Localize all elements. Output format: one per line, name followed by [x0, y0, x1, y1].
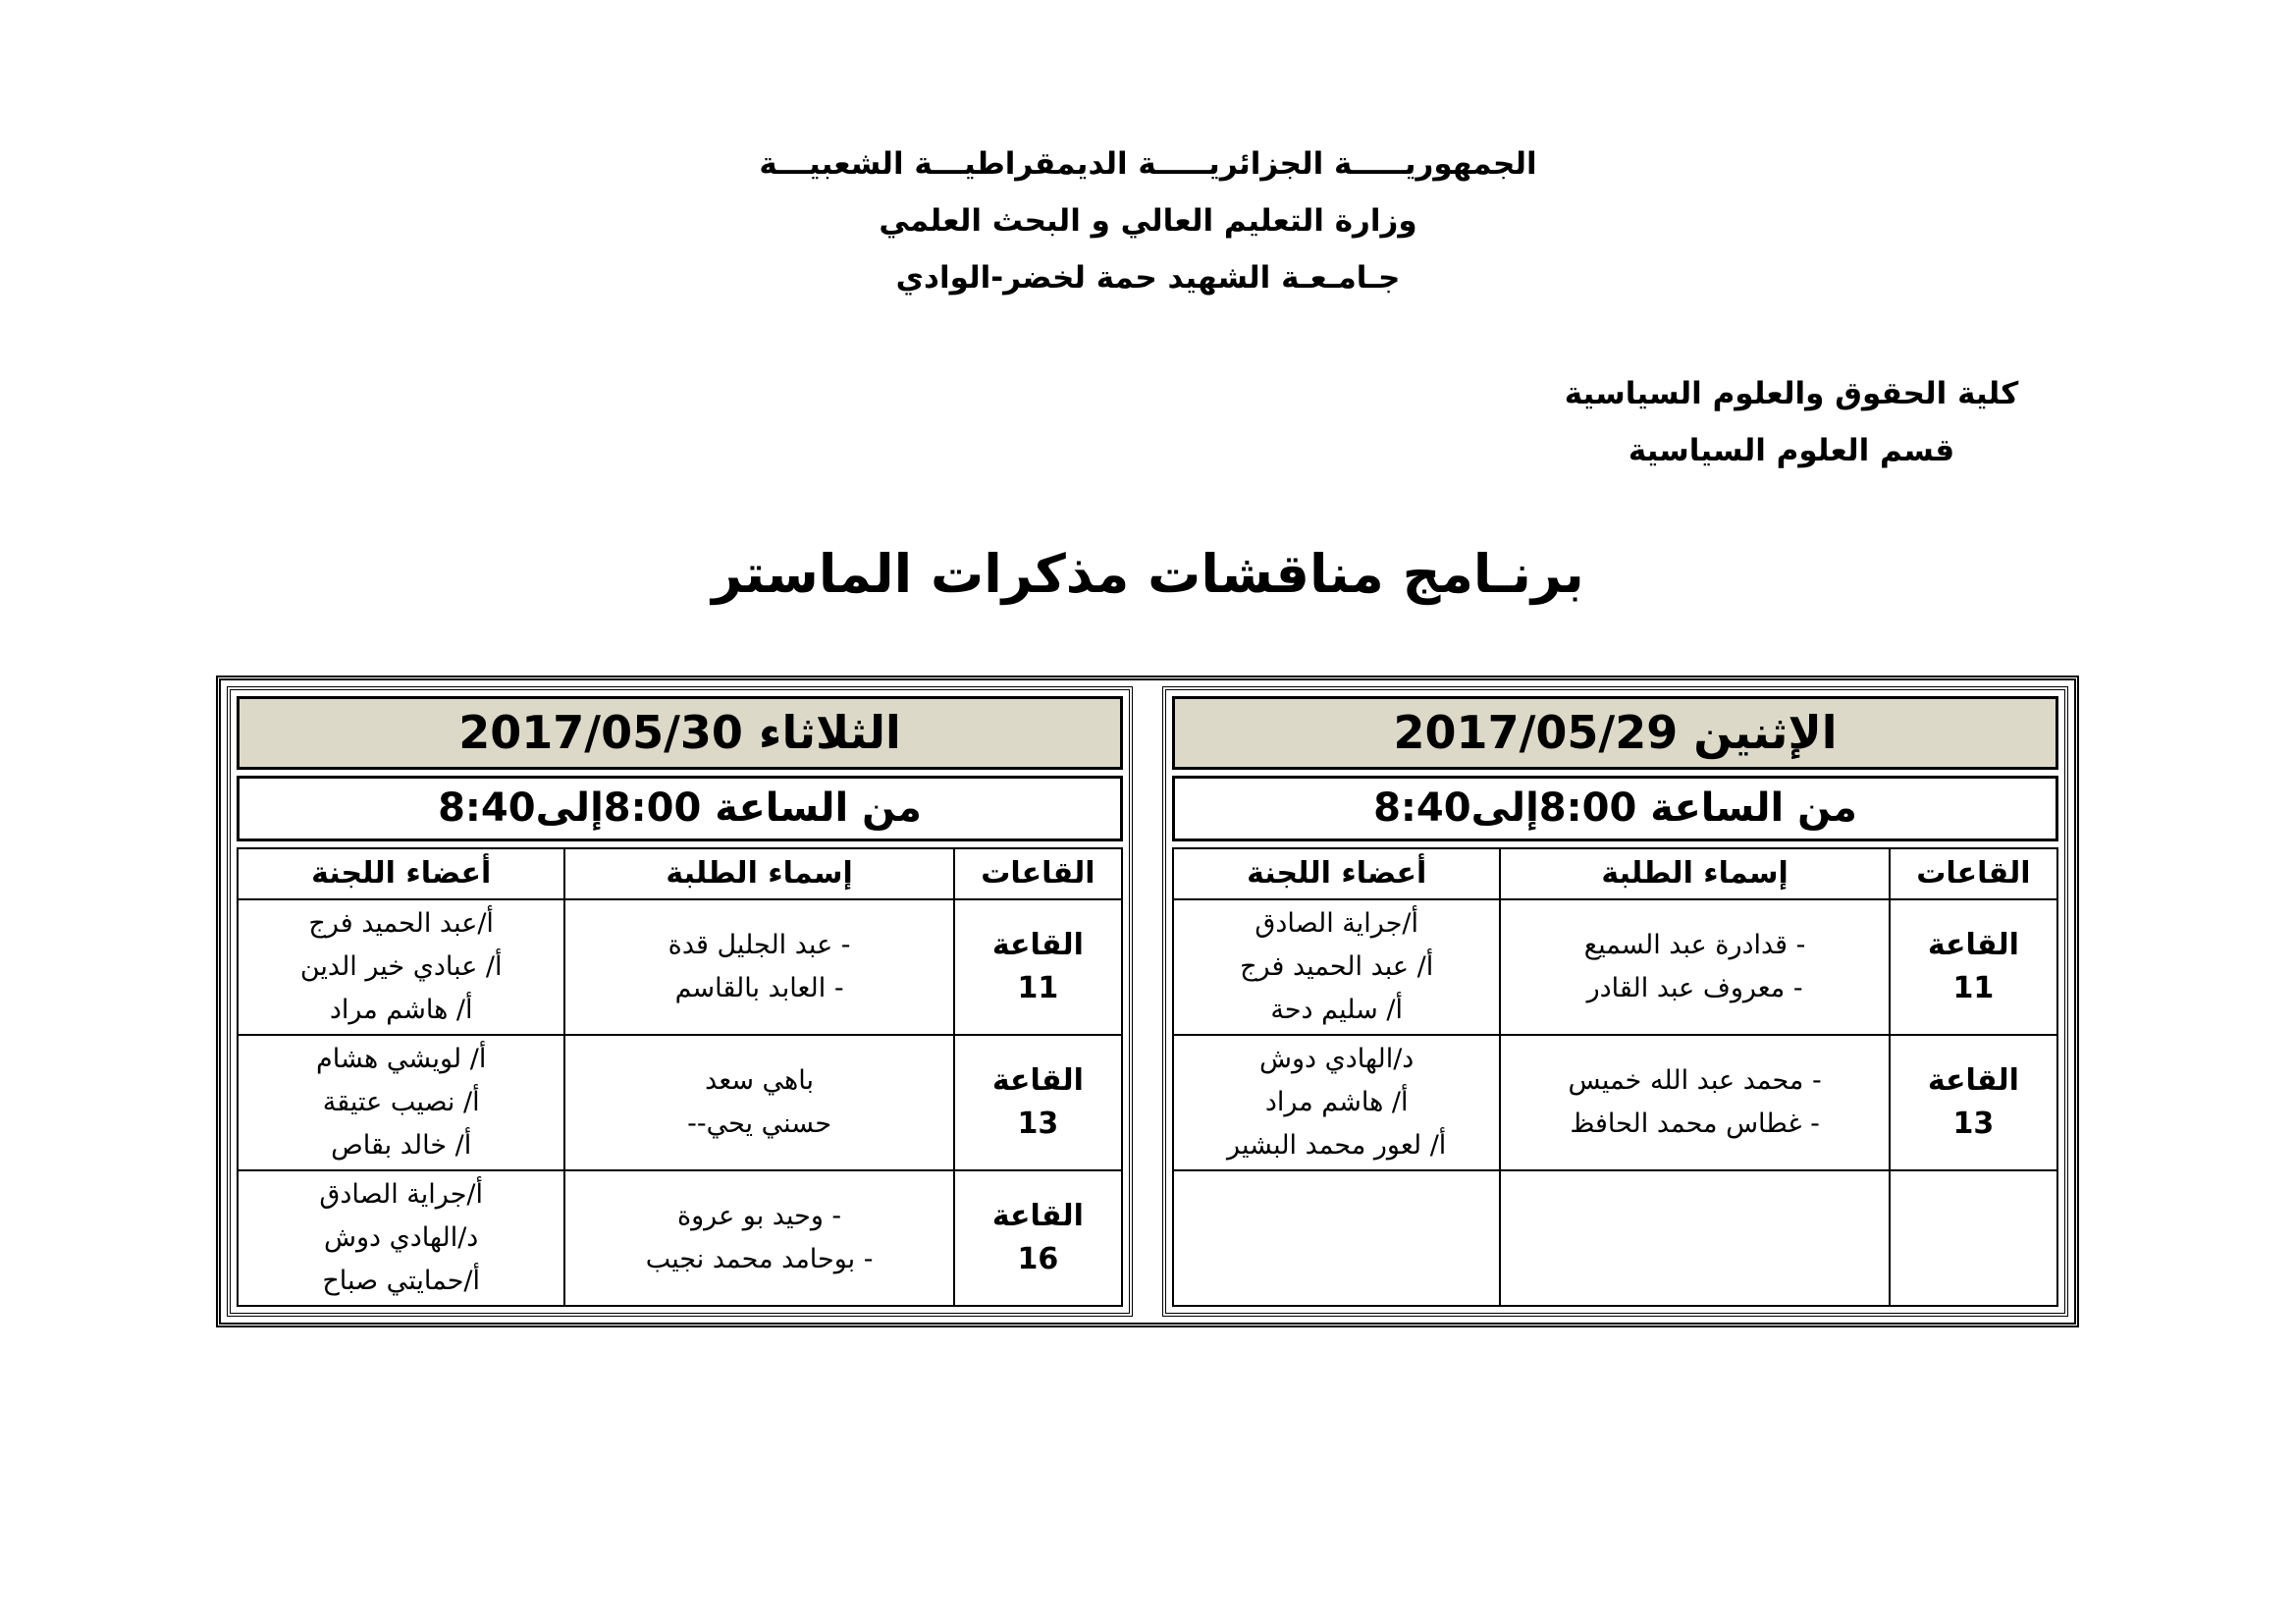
- student-name: باهي سعد: [705, 1065, 815, 1096]
- student-name: - معروف عبد القادر: [1586, 973, 1803, 1003]
- committee-cell: [1173, 1170, 1500, 1306]
- day-title: الإثنين 2017/05/29: [1172, 696, 2058, 770]
- day-time: من الساعة 8:00إلى8:40: [1172, 776, 2058, 841]
- student-name: - وحيد بو عروة: [676, 1201, 842, 1231]
- hall-number: 11: [1017, 971, 1059, 1005]
- hall-cell: [954, 1170, 1122, 1306]
- day-column-monday: [1162, 686, 2068, 1317]
- hall-cell: [1890, 1170, 2057, 1306]
- day-time: من الساعة 8:00إلى8:40: [237, 776, 1123, 841]
- hall-label: القاعة: [991, 928, 1084, 962]
- page-title: برنـامج مناقشات مذكرات الماستر: [712, 543, 1584, 605]
- day-title: الثلاثاء 2017/05/30: [237, 696, 1123, 770]
- table-row: [238, 1035, 1122, 1170]
- department-name: قسم العلوم السياسية: [1628, 433, 1955, 468]
- committee-member: أ/ عبد الحميد فرج: [1240, 951, 1434, 982]
- committee-header: أعضاء اللجنة: [238, 848, 564, 899]
- students-cell: [1500, 899, 1889, 1035]
- hall-label: القاعة: [1927, 1063, 2019, 1098]
- committee-member: د/الهادي دوش: [324, 1222, 479, 1253]
- day-table: [237, 847, 1123, 1307]
- table-row: [238, 1170, 1122, 1306]
- hall-cell: [1890, 1035, 2057, 1170]
- student-name: - قدادرة عبد السميع: [1583, 930, 1806, 960]
- hall-cell: [954, 899, 1122, 1035]
- committee-member: أ/حمايتي صباح: [322, 1266, 480, 1296]
- republic-line: الجمهوريـــــة الجزائريـــــة الديمقراطيـــة الشعبيـــة: [759, 146, 1537, 182]
- table-header-row: [238, 848, 1122, 899]
- committee-cell: [1173, 1035, 1500, 1170]
- hall-label: القاعة: [991, 1063, 1084, 1098]
- committee-member: أ/جراية الصادق: [1255, 908, 1418, 939]
- committee-header: أعضاء اللجنة: [1173, 848, 1500, 899]
- students-header: إسماء الطلبة: [564, 848, 953, 899]
- committee-cell: [238, 899, 564, 1035]
- committee-member: أ/ نصيب عتيقة: [322, 1087, 480, 1117]
- official-header: [0, 135, 2296, 306]
- student-name: حسني يحي--: [687, 1109, 832, 1139]
- committee-member: أ/ لويشي هشام: [316, 1044, 487, 1074]
- table-row: [1173, 1170, 2057, 1306]
- table-row: [1173, 1035, 2057, 1170]
- table-row: [1173, 899, 2057, 1035]
- committee-member: أ/ هاشم مراد: [1264, 1087, 1409, 1117]
- table-row: [238, 899, 1122, 1035]
- ministry-line: وزارة التعليم العالي و البحث العلمي: [879, 203, 1417, 239]
- student-name: - محمد عبد الله خميس: [1568, 1065, 1822, 1096]
- committee-cell: [238, 1170, 564, 1306]
- committee-member: أ/ سليم دحة: [1270, 995, 1403, 1025]
- student-name: - العابد بالقاسم: [674, 973, 844, 1003]
- committee-member: أ/ هاشم مراد: [329, 995, 473, 1025]
- hall-number: 13: [1017, 1107, 1059, 1141]
- committee-member: أ/ عبادي خير الدين: [299, 951, 503, 982]
- committee-member: أ/ خالد بقاص: [331, 1130, 472, 1161]
- students-cell: [1500, 1035, 1889, 1170]
- student-name: - بوحامد محمد نجيب: [645, 1244, 874, 1274]
- hall-label: القاعة: [991, 1199, 1084, 1233]
- committee-member: د/الهادي دوش: [1259, 1044, 1415, 1074]
- hall-cell: [954, 1035, 1122, 1170]
- faculty-block: [1472, 365, 2110, 479]
- hall-number: 11: [1952, 971, 1995, 1005]
- hall-label: القاعة: [1927, 928, 2019, 962]
- hall-cell: [1890, 899, 2057, 1035]
- table-header-row: [1173, 848, 2057, 899]
- students-header: إسماء الطلبة: [1500, 848, 1889, 899]
- student-name: - غطاس محمد الحافظ: [1570, 1109, 1820, 1139]
- committee-cell: [1173, 899, 1500, 1035]
- university-line: جـامـعـة الشهيد حمة لخضر-الوادي: [895, 260, 1401, 296]
- committee-cell: [238, 1035, 564, 1170]
- committee-member: أ/عبد الحميد فرج: [308, 908, 494, 939]
- students-cell: [564, 1170, 953, 1306]
- day-table: [1172, 847, 2058, 1307]
- schedule-table: [216, 676, 2079, 1327]
- halls-header: القاعات: [1890, 848, 2057, 899]
- students-cell: [1500, 1170, 1889, 1306]
- student-name: - عبد الجليل قدة: [667, 930, 851, 960]
- committee-member: أ/ لعور محمد البشير: [1227, 1130, 1447, 1161]
- students-cell: [564, 899, 953, 1035]
- halls-header: القاعات: [954, 848, 1122, 899]
- students-cell: [564, 1035, 953, 1170]
- committee-member: أ/جراية الصادق: [319, 1179, 483, 1210]
- day-column-tuesday: [227, 686, 1133, 1317]
- faculty-name: كلية الحقوق والعلوم السياسية: [1564, 376, 2019, 411]
- hall-number: 16: [1017, 1242, 1059, 1276]
- hall-number: 13: [1952, 1107, 1995, 1141]
